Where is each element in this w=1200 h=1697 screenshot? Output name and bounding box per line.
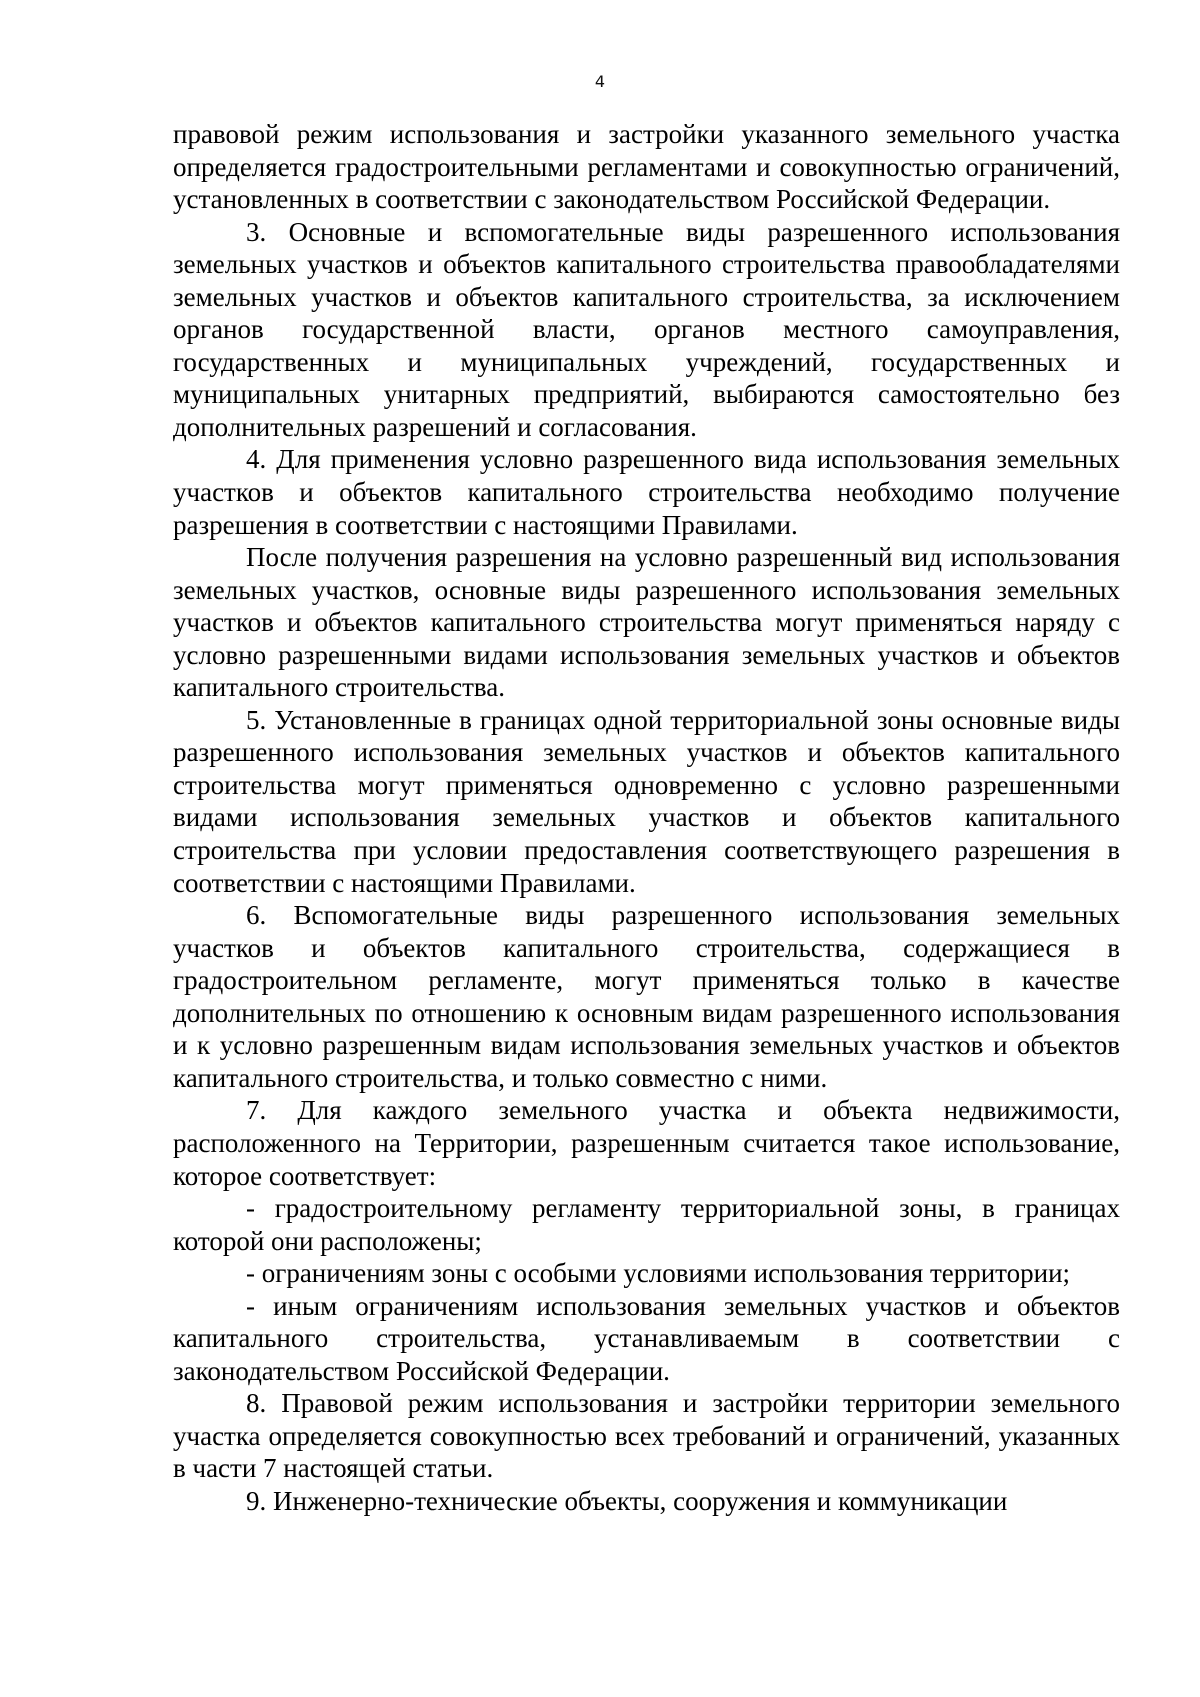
paragraph-item-3: 3. Основные и вспомогательные виды разрешенного использования земельных участков и объектов капитального строительства правообладателями земельных участков и объектов капитального строительства, за исключением органов государственной власти, органов местного самоуправления, государственных и муниципальных учреждений, государственных и муниципальных унитарных предприятий, выбираются самостоятельно без дополнительных разрешений и согласования.	[173, 216, 1120, 442]
page-number: 4	[594, 72, 606, 91]
paragraph-continuation: правовой режим использования и застройки указанного земельного участка определяется градостроительными регламентами и совокупностью ограничений, установленных в соответствии с законодательством Российской Федерации.	[173, 119, 1120, 215]
paragraph-item-9: 9. Инженерно-технические объекты, сооружения и коммуникации	[246, 1485, 1008, 1516]
list-item-zone-regulation: - градостроительному регламенту территориальной зоны, в границах которой они расположены;	[173, 1193, 1120, 1256]
paragraph-item-4-continued: После получения разрешения на условно разрешенный вид использования земельных участков, основные виды разрешенного использования земельных участков и объектов капитального строительства могут применяться наряду с условно разрешенными видами использования земельных участков и объектов капитального строительства.	[173, 542, 1120, 703]
paragraph-item-7: 7. Для каждого земельного участка и объекта недвижимости, расположенного на Территории, разрешенным считается такое использование, которое соответствует:	[173, 1095, 1120, 1191]
paragraph-item-8: 8. Правовой режим использования и застройки территории земельного участка определяется совокупностью всех требований и ограничений, указанных в части 7 настоящей статьи.	[173, 1388, 1120, 1484]
list-item-other-restrictions: - иным ограничениям использования земельных участков и объектов капитального строительства, устанавливаемым в соответствии с законодательством Российской Федерации.	[173, 1290, 1120, 1386]
list-item-special-zone-restrictions: - ограничениям зоны с особыми условиями использования территории;	[246, 1258, 1071, 1289]
paragraph-item-5: 5. Установленные в границах одной территориальной зоны основные виды разрешенного использования земельных участков и объектов капитального строительства могут применяться одновременно с условно разрешенными видами использования земельных участков и объектов капитального строительства при условии предоставления соответствующего разрешения в соответствии с настоящими Правилами.	[173, 704, 1120, 898]
paragraph-item-4: 4. Для применения условно разрешенного вида использования земельных участков и объектов капитального строительства необходимо получение разрешения в соответствии с настоящими Правилами.	[173, 444, 1120, 540]
document-body	[173, 118, 1120, 1518]
paragraph-item-6: 6. Вспомогательные виды разрешенного использования земельных участков и объектов капитального строительства, содержащиеся в градостроительном регламенте, могут применяться только в качестве дополнительных по отношению к основным видам разрешенного использования и к условно разрешенным видам использования земельных участков и объектов капитального строительства, и только совместно с ними.	[173, 900, 1120, 1093]
